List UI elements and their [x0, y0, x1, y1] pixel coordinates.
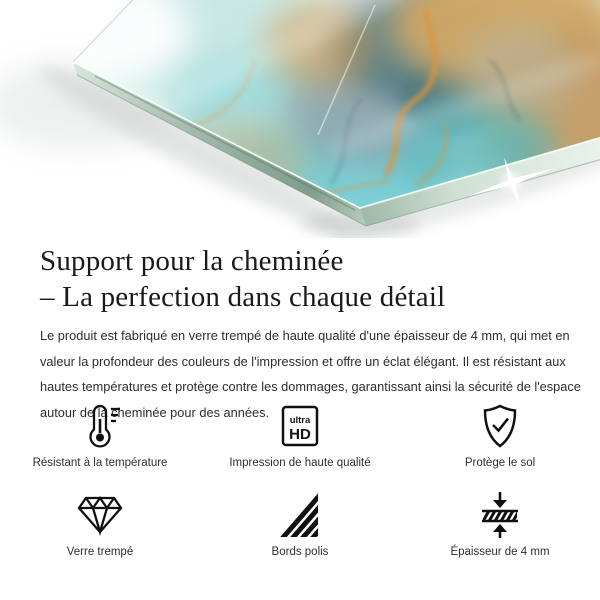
- feature-floor-protection: [405, 402, 595, 469]
- ultra-hd-icon: [280, 402, 320, 450]
- product-description-text: Le produit est fabriqué en verre trempé de haute qualité d'une épaisseur de 4 mm, qui met en valeur la profondeur des couleurs de l'impression et offre un éclat élégant. Il est résistant aux hautes températures et protège contre les dommages, garantissant ainsi la sécurité de l'espace autour de la cheminée pour des années.: [40, 327, 581, 421]
- feature-label: Bords polis: [271, 546, 329, 558]
- page-title: [40, 243, 580, 315]
- thermometer-icon: [78, 402, 122, 450]
- polished-edges-icon: [277, 491, 323, 539]
- product-image: [0, 0, 600, 238]
- svg-text:HD: HD: [289, 426, 311, 443]
- feature-tempered-glass: [5, 491, 195, 558]
- feature-temperature: [5, 402, 195, 469]
- feature-polished-edges: [205, 491, 395, 558]
- diamond-icon: [76, 491, 124, 539]
- feature-label: Impression de haute qualité: [229, 457, 371, 469]
- features-grid: [0, 402, 600, 558]
- feature-thickness: [405, 491, 595, 558]
- feature-label: Résistant à la température: [32, 457, 168, 469]
- page-title-line1: Support pour la cheminée: [40, 245, 344, 278]
- thickness-icon: [478, 491, 522, 539]
- feature-print-quality: [205, 402, 395, 469]
- feature-label: Épaisseur de 4 mm: [450, 546, 550, 558]
- svg-text:ultra: ultra: [289, 415, 311, 426]
- feature-label: Protège le sol: [464, 457, 536, 469]
- page-title-line2: – La perfection dans chaque détail: [40, 281, 446, 314]
- shield-check-icon: [478, 402, 522, 450]
- feature-label: Verre trempé: [66, 546, 134, 558]
